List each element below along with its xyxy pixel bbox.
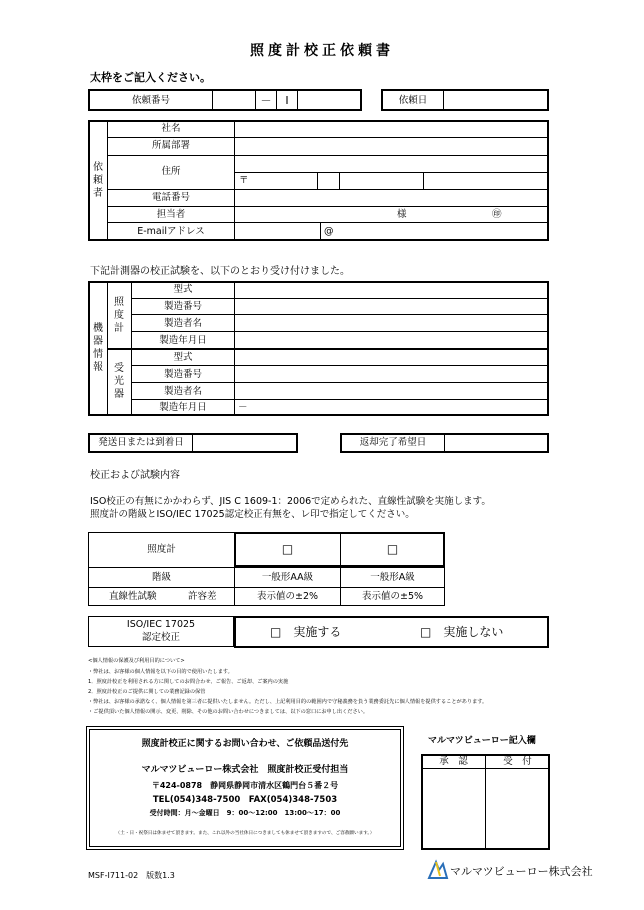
grade-aa-checkbox[interactable]: □ [281, 542, 294, 556]
email-domain-field[interactable] [340, 223, 548, 240]
receive-label: 受 付 [503, 756, 532, 767]
linearity-label: 直線性試験 [109, 591, 157, 602]
tolerance-aa: 表示値の±2% [256, 591, 319, 602]
meter-date-label: 製造年月日 [159, 335, 207, 346]
request-date-label: 依頼日 [398, 95, 428, 106]
person-field[interactable] [235, 207, 395, 222]
tolerance-a: 表示値の±5% [361, 591, 424, 602]
company-field[interactable] [235, 121, 548, 137]
page-title: 照度計校正依頼書 [250, 43, 394, 59]
grade-label: 階級 [151, 572, 171, 583]
meter-maker-label: 製造者名 [163, 318, 202, 329]
postal-code-field[interactable] [248, 173, 316, 189]
meter-maker-field[interactable] [235, 315, 548, 331]
at-mark: @ [324, 226, 334, 237]
approve-stamp-area[interactable] [422, 769, 485, 849]
approve-label: 承 認 [439, 756, 468, 767]
meter-serial-label: 製造番号 [163, 301, 202, 312]
email-label: E-mailアドレス [137, 226, 205, 237]
iso-label-line-1: ISO/IEC 17025 [126, 619, 196, 630]
receiver-date-field[interactable] [248, 400, 548, 415]
requester-side-label: 依頼者 [93, 162, 103, 199]
receiver-maker-label: 製造者名 [163, 386, 202, 397]
grade-aa-label: 一般形AA級 [261, 572, 314, 583]
grade-a-checkbox[interactable]: □ [386, 542, 399, 556]
contact-hours: 受付時間：月～金曜日 9：00～12:00 13:00～17：00 [149, 809, 341, 817]
receiver-label: 受光器 [114, 363, 124, 400]
iso-label-line-2: 認定校正 [141, 632, 180, 643]
receiver-date-dash: － [238, 402, 248, 413]
phone-label: 電話番号 [151, 192, 190, 203]
receiver-serial-label: 製造番号 [163, 369, 202, 380]
request-number-dash: － [260, 94, 272, 107]
ship-date-field[interactable] [193, 434, 297, 452]
contact-note: （土・日・祝祭日は休ませて頂きます。また、これ以外の当社休日につきましても休ませて頂きますので、ご容赦願います。） [115, 831, 375, 836]
tolerance-label: 許容差 [188, 591, 217, 602]
grade-meter-label: 照度計 [147, 544, 176, 555]
return-date-field[interactable] [445, 434, 548, 452]
contact-tel: TEL(054)348-7500 FAX(054)348-7503 [152, 795, 338, 805]
meter-date-field[interactable] [235, 332, 548, 348]
email-user-field[interactable] [235, 223, 320, 240]
description-line-1: ISO校正の有無にかかわらず、JIS C 1609-1：2006で定められた、直線性試験を実施します。 [90, 496, 491, 507]
request-number-field-1[interactable] [213, 90, 255, 110]
description-line-2: 照度計の階級とISO/IEC 17025認定校正有無を、レ印で指定してください。 [90, 509, 415, 520]
meter-label: 照度計 [114, 297, 124, 334]
department-label: 所属部署 [151, 140, 190, 151]
instrument-side-label: 機器情報 [93, 323, 103, 373]
form-code: MSF-I711-02 版数1.3 [88, 871, 175, 880]
acceptance-text: 下記計測器の校正試験を、以下のとおり受け付けました。 [90, 266, 350, 277]
receiver-model-field[interactable] [235, 350, 548, 365]
iso-option-no[interactable]: □ 実施しない [420, 625, 504, 639]
brand-name: マルマツビューロー株式会社 [450, 865, 593, 878]
section-title: 校正および試験内容 [90, 470, 180, 481]
receive-stamp-area[interactable] [486, 769, 549, 849]
iso-option-yes[interactable]: □ 実施する [270, 625, 342, 639]
address-label: 住所 [161, 166, 181, 177]
contact-company: マルマツビューロー株式会社 照度計校正受付担当 [141, 765, 349, 775]
meter-model-label: 型式 [173, 284, 193, 295]
grade-a-label: 一般形A級 [370, 572, 415, 583]
privacy-line-3: 1．照度計校正を利用される方に関してのお問合わせ、ご報告、ご返却、ご案内の実施 [88, 679, 289, 685]
receiver-model-label: 型式 [173, 352, 193, 363]
postal-mark: 〒 [239, 175, 249, 186]
seal-mark: ㊞ [492, 209, 502, 220]
privacy-line-5: ・弊社は、お客様の承諾なく、個人情報を第三者に提供いたしません。ただし、上記利用目的の範囲内で守秘義務を負う業務委託先に個人情報を提供することがあります。 [88, 699, 488, 705]
brand-logo-icon [427, 858, 449, 882]
instruction: 太枠をご記入ください。 [90, 71, 211, 84]
privacy-line-1: <個人情報の保護及び利用目的について> [88, 658, 185, 664]
request-number-label: 依頼番号 [131, 95, 170, 106]
address-field[interactable] [235, 156, 548, 172]
company-label: 社名 [161, 123, 181, 134]
contact-heading: 照度計校正に関するお問い合わせ、ご依頼品送付先 [141, 739, 349, 749]
privacy-line-4: 2．照度計校正のご提供に関しての業務記録の保管 [88, 689, 206, 695]
ship-date-label: 発送日または到着日 [98, 437, 184, 448]
department-field[interactable] [235, 138, 548, 155]
return-date-label: 返却完了希望日 [359, 437, 427, 448]
meter-serial-field[interactable] [235, 299, 548, 314]
request-number-field-2[interactable] [298, 90, 360, 110]
office-heading: マルマツビューロー記入欄 [428, 736, 536, 746]
sama-suffix: 様 [397, 209, 407, 220]
request-date-field[interactable] [444, 90, 548, 110]
phone-field[interactable] [235, 190, 548, 206]
person-label: 担当者 [156, 209, 186, 220]
privacy-line-2: ・弊社は、お客様の個人情報を以下の目的で使用いたします。 [88, 669, 233, 675]
receiver-date-label: 製造年月日 [159, 402, 207, 413]
request-number-separator: I [285, 94, 289, 107]
contact-address: 〒424-0878 静岡県静岡市清水区鶴門台５番２号 [151, 781, 339, 790]
receiver-maker-field[interactable] [235, 383, 548, 399]
receiver-serial-field[interactable] [235, 366, 548, 382]
privacy-line-6: ・ご提供頂いた個人情報の開示、変更、削除、その他のお問い合わせにつきましては、以下の窓口にお申し出ください。 [88, 709, 369, 715]
meter-model-field[interactable] [235, 282, 548, 298]
